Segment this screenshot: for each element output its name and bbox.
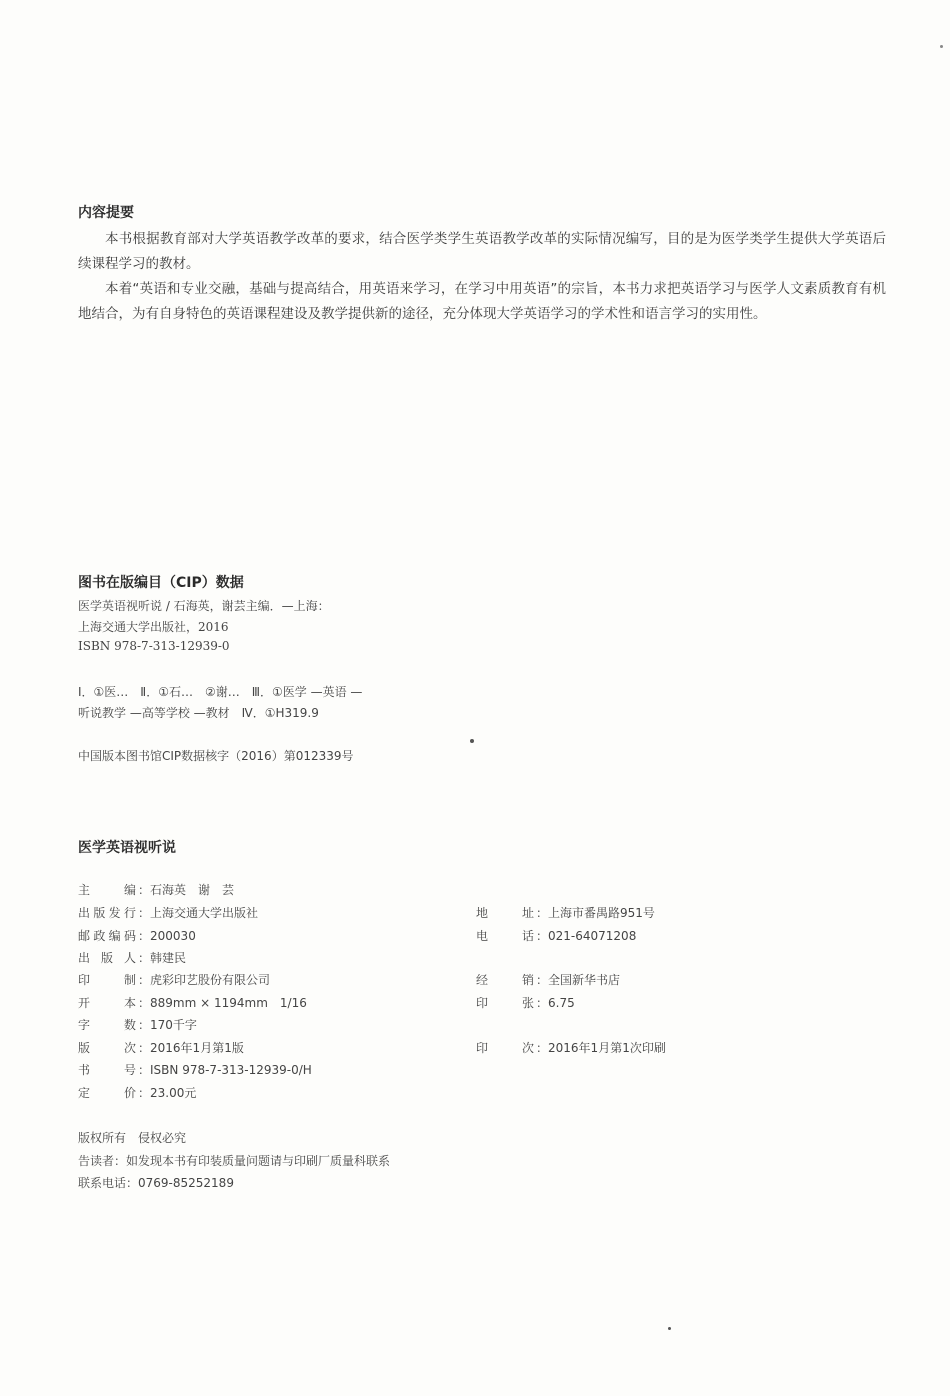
info-value: ISBN 978-7-313-12939-0/H	[150, 1063, 312, 1077]
info-label: 邮政编码	[78, 929, 136, 943]
info-row-isbn: 书号 ：ISBN 978-7-313-12939-0/H	[78, 1063, 312, 1077]
info-label: 经销	[476, 973, 534, 987]
info-value: 6.75	[548, 996, 575, 1010]
info-value: 韩建民	[150, 951, 187, 965]
info-label: 书号	[78, 1063, 136, 1077]
info-row-postcode: 邮政编码 ：200030	[78, 929, 196, 943]
info-value: 889mm × 1194mm 1/16	[150, 996, 307, 1010]
info-value: 2016年1月第1版	[150, 1041, 244, 1055]
summary-paragraph-1: 本书根据教育部对大学英语教学改革的要求，结合医学类学生英语教学改革的实际情况编写，目的是为医学类学生提供大学英语后续课程学习的教材。	[78, 231, 886, 272]
info-label: 主编	[78, 883, 136, 897]
info-value: 上海市番禺路951号	[548, 906, 655, 920]
info-row-address: 地址 ：上海市番禺路951号	[476, 906, 655, 920]
info-row-word-count: 字数 ：170千字	[78, 1018, 197, 1032]
summary-paragraph-2: 本着“英语和专业交融，基础与提高结合，用英语来学习，在学习中用英语”的宗旨，本书力求把英语学习与医学人文素质教育有机地结合，为有自身特色的英语课程建设及教学提供新的途径，充分体现大学英语学习的学术性和语言学习的实用性。	[78, 281, 886, 322]
book-title: 医学英语视听说	[78, 840, 176, 856]
info-row-editor: 主编 ：石海英 谢 芸	[78, 883, 235, 897]
cip-record: 中国版本图书馆CIP数据核字（2016）第012339号	[78, 749, 354, 763]
info-label: 印张	[476, 996, 534, 1010]
info-row-publisher-person: 出版人 ：韩建民	[78, 951, 187, 965]
info-row-edition: 版次 ：2016年1月第1版	[78, 1041, 244, 1055]
cip-line-2: 上海交通大学出版社，2016	[78, 620, 229, 634]
reader-notice: 告读者：如发现本书有印装质量问题请与印刷厂质量科联系	[78, 1154, 391, 1168]
info-value: 2016年1月第1次印刷	[548, 1041, 666, 1055]
scan-speck	[470, 739, 474, 743]
info-value: 全国新华书店	[548, 973, 621, 987]
info-label: 开本	[78, 996, 136, 1010]
info-value: 23.00元	[150, 1086, 197, 1100]
info-row-distributor: 经销 ：全国新华书店	[476, 973, 621, 987]
info-label: 字数	[78, 1018, 136, 1032]
scan-speck	[668, 1327, 671, 1330]
info-label: 出版人	[78, 951, 136, 965]
info-label: 印制	[78, 973, 136, 987]
summary-heading: 内容提要	[78, 205, 134, 221]
info-value: 虎彩印艺股份有限公司	[150, 973, 271, 987]
info-row-publisher: 出版发行 ：上海交通大学出版社	[78, 906, 259, 920]
info-row-price: 定价 ：23.00元	[78, 1086, 197, 1100]
info-label: 地址	[476, 906, 534, 920]
info-row-phone: 电话 ：021-64071208	[476, 929, 637, 943]
info-value: 021-64071208	[548, 929, 637, 943]
info-label: 版次	[78, 1041, 136, 1055]
info-label: 电话	[476, 929, 534, 943]
info-value: 200030	[150, 929, 196, 943]
info-value: 170千字	[150, 1018, 197, 1032]
scan-speck	[940, 45, 943, 48]
cip-classification-1: Ⅰ．①医… Ⅱ．①石… ②谢… Ⅲ．①医学 —英语 —	[78, 685, 363, 699]
info-row-printer: 印制 ：虎彩印艺股份有限公司	[78, 973, 271, 987]
cip-classification-2: 听说教学 —高等学校 —教材 Ⅳ．①H319.9	[78, 706, 319, 720]
info-label: 出版发行	[78, 906, 136, 920]
cip-line-1: 医学英语视听说 / 石海英，谢芸主编．—上海：	[78, 599, 330, 613]
info-row-sheets: 印张 ：6.75	[476, 996, 575, 1010]
info-row-printing: 印次 ：2016年1月第1次印刷	[476, 1041, 666, 1055]
info-value: 石海英 谢 芸	[150, 883, 235, 897]
cip-line-3: ISBN 978-7-313-12939-0	[78, 639, 230, 653]
info-label: 定价	[78, 1086, 136, 1100]
info-label: 印次	[476, 1041, 534, 1055]
copyright-notice: 版权所有 侵权必究	[78, 1131, 187, 1145]
summary-body	[78, 227, 886, 327]
contact-phone: 联系电话：0769-85252189	[78, 1176, 234, 1190]
info-row-format: 开本 ：889mm × 1194mm 1/16	[78, 996, 307, 1010]
cip-heading: 图书在版编目（CIP）数据	[78, 575, 244, 591]
info-value: 上海交通大学出版社	[150, 906, 259, 920]
